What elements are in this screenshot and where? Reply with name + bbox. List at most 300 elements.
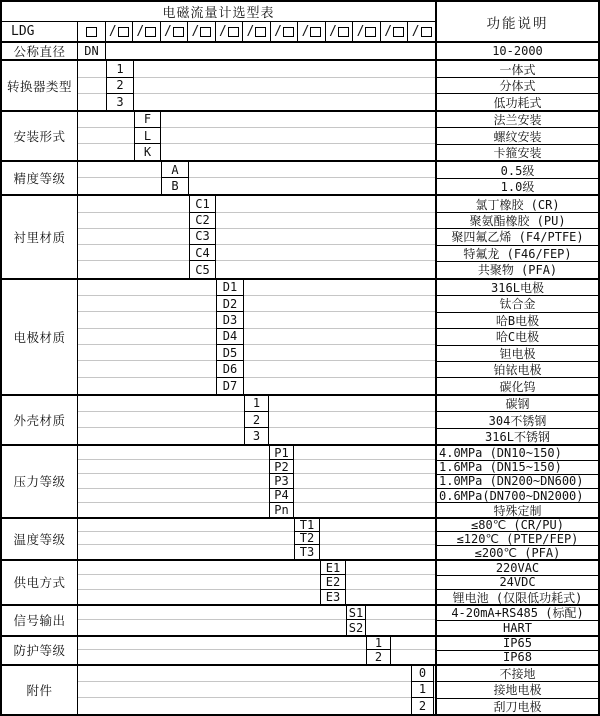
description-column bbox=[435, 280, 598, 394]
option-description: 碳化钨 bbox=[499, 379, 536, 394]
option-code: T1 bbox=[294, 519, 320, 532]
description-column bbox=[435, 396, 598, 444]
option-code: 2 bbox=[411, 698, 434, 714]
option-row bbox=[78, 446, 435, 460]
selection-block bbox=[2, 635, 598, 664]
left-spacer bbox=[78, 396, 244, 412]
model-prefix: LDG bbox=[2, 22, 78, 41]
code-staircase-area bbox=[78, 396, 435, 444]
option-description: 4.0MPa (DN10~150) bbox=[437, 446, 598, 460]
option-code: D1 bbox=[216, 280, 244, 296]
left-spacer bbox=[78, 61, 106, 77]
option-code: 2 bbox=[244, 412, 269, 428]
right-spacer bbox=[244, 280, 435, 296]
category-label: 外壳材质 bbox=[2, 396, 78, 444]
left-spacer bbox=[78, 682, 411, 698]
right-spacer bbox=[391, 637, 435, 650]
model-code-cell bbox=[270, 22, 298, 41]
option-description: 锂电池 (仅限低功耗式) bbox=[452, 590, 583, 604]
code-staircase-area bbox=[78, 561, 435, 604]
option-row bbox=[78, 144, 435, 160]
option-description: 分体式 bbox=[437, 78, 598, 94]
category-label: 转换器类型 bbox=[2, 61, 78, 109]
left-spacer bbox=[78, 78, 106, 94]
function-column-header: 功能说明 bbox=[435, 2, 598, 41]
code-placeholder-box-icon bbox=[338, 27, 349, 37]
code-placeholder-box-icon bbox=[86, 27, 97, 37]
option-code: 0 bbox=[411, 666, 434, 682]
code-placeholder-box-icon bbox=[228, 27, 239, 37]
option-row bbox=[78, 561, 435, 575]
left-spacer bbox=[78, 460, 269, 474]
category-label: 信号输出 bbox=[2, 606, 78, 635]
right-spacer bbox=[216, 261, 435, 277]
model-code-cell bbox=[105, 22, 133, 41]
right-spacer bbox=[269, 396, 435, 412]
left-spacer bbox=[78, 446, 269, 460]
right-spacer bbox=[269, 412, 435, 428]
left-spacer bbox=[78, 162, 161, 178]
option-description: 低功耗式 bbox=[493, 95, 542, 110]
slash-separator: / bbox=[384, 24, 393, 39]
right-spacer bbox=[161, 144, 435, 160]
left-spacer bbox=[78, 280, 216, 296]
option-description: IP65 bbox=[437, 637, 598, 651]
option-code: K bbox=[134, 144, 161, 160]
right-spacer bbox=[244, 361, 435, 377]
option-row bbox=[78, 606, 435, 621]
option-description: 一体式 bbox=[437, 61, 598, 77]
right-spacer bbox=[294, 489, 435, 503]
right-spacer bbox=[216, 213, 435, 229]
code-placeholder-box-icon bbox=[173, 27, 184, 37]
option-row bbox=[78, 361, 435, 377]
right-spacer bbox=[134, 78, 435, 94]
option-code: T3 bbox=[294, 545, 320, 558]
code-staircase-area bbox=[78, 446, 435, 516]
option-row bbox=[78, 312, 435, 328]
option-code: 3 bbox=[244, 428, 269, 444]
left-spacer bbox=[78, 378, 216, 394]
option-code: S2 bbox=[346, 620, 366, 635]
code-placeholder-box-icon bbox=[421, 27, 432, 37]
left-spacer bbox=[78, 666, 411, 682]
right-spacer bbox=[189, 178, 435, 194]
left-spacer bbox=[78, 575, 320, 589]
left-spacer bbox=[78, 590, 320, 604]
left-spacer bbox=[78, 561, 320, 575]
option-description: 钛合金 bbox=[437, 296, 598, 312]
slash-separator: / bbox=[246, 24, 255, 39]
right-spacer bbox=[366, 606, 435, 621]
option-code: 3 bbox=[106, 94, 134, 110]
code-staircase-area bbox=[78, 280, 435, 394]
option-code: C2 bbox=[189, 213, 216, 229]
slash-separator: / bbox=[329, 24, 337, 39]
category-label: 温度等级 bbox=[2, 519, 78, 559]
left-spacer bbox=[78, 474, 269, 488]
slash-separator: / bbox=[274, 24, 282, 39]
left-spacer bbox=[78, 412, 244, 428]
page-title: 电磁流量计选型表 bbox=[2, 2, 435, 22]
code-placeholder-box-icon bbox=[145, 27, 156, 37]
code-staircase-area bbox=[78, 112, 435, 160]
description-column bbox=[435, 112, 598, 160]
option-code: DN bbox=[78, 43, 106, 59]
left-spacer bbox=[78, 361, 216, 377]
option-row bbox=[78, 575, 435, 589]
category-label: 附件 bbox=[2, 666, 78, 714]
right-spacer bbox=[216, 229, 435, 245]
right-spacer bbox=[244, 296, 435, 312]
option-row bbox=[78, 590, 435, 604]
option-row bbox=[78, 162, 435, 178]
option-code: L bbox=[134, 128, 161, 144]
option-description: 24VDC bbox=[437, 576, 598, 591]
option-description: 316L电极 bbox=[437, 280, 598, 296]
left-spacer bbox=[78, 698, 411, 714]
option-description: 氯丁橡胶 (CR) bbox=[437, 196, 598, 212]
option-code: C1 bbox=[189, 196, 216, 212]
right-spacer bbox=[320, 532, 435, 545]
option-row bbox=[78, 637, 435, 650]
option-row bbox=[78, 280, 435, 296]
option-code: 1 bbox=[366, 637, 391, 650]
left-spacer bbox=[78, 345, 216, 361]
option-code: E2 bbox=[320, 575, 346, 589]
option-description: 刮刀电极 bbox=[493, 699, 542, 714]
right-spacer bbox=[269, 428, 435, 444]
selection-block bbox=[2, 59, 598, 109]
code-staircase-area bbox=[78, 61, 435, 109]
option-row bbox=[78, 489, 435, 503]
option-row bbox=[78, 112, 435, 128]
description-column bbox=[435, 162, 598, 194]
description-column bbox=[435, 196, 598, 277]
right-spacer bbox=[346, 575, 435, 589]
option-row bbox=[78, 519, 435, 532]
code-staircase-area bbox=[78, 519, 435, 559]
option-description: 220VAC bbox=[437, 561, 598, 576]
selection-block bbox=[2, 110, 598, 160]
left-spacer bbox=[78, 503, 269, 517]
right-spacer bbox=[320, 545, 435, 558]
right-spacer bbox=[366, 620, 435, 635]
model-code-cell bbox=[325, 22, 353, 41]
option-description: 4-20mA+RS485 (标配) bbox=[437, 606, 598, 621]
option-row bbox=[78, 345, 435, 361]
option-code: E3 bbox=[320, 590, 346, 604]
option-code: F bbox=[134, 112, 161, 128]
category-label: 精度等级 bbox=[2, 162, 78, 194]
slash-separator: / bbox=[108, 24, 117, 39]
description-column bbox=[435, 637, 598, 664]
option-description: 0.6MPa(DN700~DN2000) bbox=[437, 489, 598, 503]
option-description: 哈C电极 bbox=[437, 329, 598, 345]
option-description: 共聚物 (PFA) bbox=[477, 263, 558, 278]
description-column bbox=[435, 666, 598, 714]
option-code: D4 bbox=[216, 329, 244, 345]
option-code: A bbox=[161, 162, 189, 178]
code-staircase-area bbox=[78, 606, 435, 635]
category-label: 供电方式 bbox=[2, 561, 78, 604]
selection-block bbox=[2, 160, 598, 194]
option-row bbox=[78, 503, 435, 517]
option-row bbox=[78, 43, 435, 59]
model-code-row bbox=[2, 22, 435, 41]
model-code-cell bbox=[297, 22, 325, 41]
category-label: 电极材质 bbox=[2, 280, 78, 394]
left-spacer bbox=[78, 245, 189, 261]
option-code: D6 bbox=[216, 361, 244, 377]
option-row bbox=[78, 196, 435, 212]
model-code-cell bbox=[242, 22, 270, 41]
option-row bbox=[78, 128, 435, 144]
left-spacer bbox=[78, 489, 269, 503]
option-code: 2 bbox=[106, 78, 134, 94]
option-description: 碳钢 bbox=[437, 396, 598, 412]
left-spacer bbox=[78, 606, 346, 621]
right-spacer bbox=[244, 345, 435, 361]
option-row bbox=[78, 396, 435, 412]
option-code: C3 bbox=[189, 229, 216, 245]
code-placeholder-box-icon bbox=[393, 27, 404, 37]
option-row bbox=[78, 666, 435, 682]
option-description: 316L不锈钢 bbox=[485, 430, 550, 445]
option-row bbox=[78, 329, 435, 345]
code-staircase-area bbox=[78, 637, 435, 664]
description-column bbox=[435, 446, 598, 516]
option-description: 0.5级 bbox=[437, 162, 598, 179]
left-spacer bbox=[78, 178, 161, 194]
option-row bbox=[78, 261, 435, 277]
right-spacer bbox=[134, 61, 435, 77]
selection-block bbox=[2, 43, 598, 59]
option-code: P4 bbox=[269, 489, 294, 503]
option-row bbox=[78, 78, 435, 94]
option-description: 哈B电极 bbox=[437, 313, 598, 329]
left-spacer bbox=[78, 650, 366, 663]
option-row bbox=[78, 94, 435, 110]
option-description: 接地电极 bbox=[437, 682, 598, 698]
option-code: D2 bbox=[216, 296, 244, 312]
option-row bbox=[78, 378, 435, 394]
description-column bbox=[435, 519, 598, 559]
left-spacer bbox=[78, 261, 189, 277]
option-description: 304不锈钢 bbox=[437, 412, 598, 428]
code-staircase-area bbox=[78, 666, 435, 714]
code-placeholder-box-icon bbox=[310, 27, 321, 37]
description-column bbox=[435, 43, 598, 59]
code-placeholder-box-icon bbox=[255, 27, 266, 37]
model-code-cell bbox=[407, 22, 435, 41]
selection-block bbox=[2, 444, 598, 516]
left-spacer bbox=[78, 519, 294, 532]
option-description: 特氟龙 (F46/FEP) bbox=[437, 246, 598, 262]
category-label: 安装形式 bbox=[2, 112, 78, 160]
option-row bbox=[78, 213, 435, 229]
option-description: ≤200℃ (PFA) bbox=[474, 546, 561, 559]
option-row bbox=[78, 474, 435, 488]
left-spacer bbox=[78, 620, 346, 635]
slash-separator: / bbox=[191, 24, 200, 39]
option-description: 1.0MPa (DN200~DN600) bbox=[437, 475, 598, 489]
code-placeholder-box-icon bbox=[118, 27, 129, 37]
option-description: 螺纹安装 bbox=[437, 128, 598, 144]
right-spacer bbox=[320, 519, 435, 532]
option-code: T2 bbox=[294, 532, 320, 545]
left-spacer bbox=[78, 229, 189, 245]
option-description: 聚氨酯橡胶 (PU) bbox=[437, 213, 598, 229]
right-spacer bbox=[294, 474, 435, 488]
model-code-cell bbox=[132, 22, 160, 41]
option-description: HART bbox=[503, 621, 532, 636]
option-row bbox=[78, 178, 435, 194]
option-code: C5 bbox=[189, 261, 216, 277]
description-column bbox=[435, 561, 598, 604]
option-code: 1 bbox=[106, 61, 134, 77]
left-spacer bbox=[78, 296, 216, 312]
option-description: ≤80℃ (CR/PU) bbox=[437, 519, 598, 533]
right-spacer bbox=[244, 329, 435, 345]
option-row bbox=[78, 245, 435, 261]
option-description: 铂铱电极 bbox=[437, 362, 598, 378]
slash-separator: / bbox=[301, 24, 310, 39]
left-spacer bbox=[78, 637, 366, 650]
option-description: 不接地 bbox=[437, 666, 598, 682]
header-left bbox=[2, 2, 435, 41]
right-spacer bbox=[244, 312, 435, 328]
option-row bbox=[78, 61, 435, 77]
slash-separator: / bbox=[219, 24, 227, 39]
right-spacer bbox=[294, 446, 435, 460]
option-code: B bbox=[161, 178, 189, 194]
option-description: 聚四氟乙烯 (F4/PTFE) bbox=[437, 229, 598, 245]
right-spacer bbox=[134, 94, 435, 110]
selection-block bbox=[2, 604, 598, 635]
category-label: 公称直径 bbox=[2, 43, 78, 59]
slash-separator: / bbox=[411, 24, 420, 39]
option-description: 1.6MPa (DN15~150) bbox=[437, 461, 598, 475]
option-code: D5 bbox=[216, 345, 244, 361]
left-spacer bbox=[78, 112, 134, 128]
option-row bbox=[78, 532, 435, 545]
option-row bbox=[78, 412, 435, 428]
option-description: 特殊定制 bbox=[493, 503, 542, 517]
selection-block bbox=[2, 664, 598, 714]
option-row bbox=[78, 620, 435, 635]
option-code: D7 bbox=[216, 378, 244, 394]
option-row bbox=[78, 460, 435, 474]
right-spacer bbox=[244, 378, 435, 394]
left-spacer bbox=[78, 532, 294, 545]
right-spacer bbox=[391, 650, 435, 663]
option-code: E1 bbox=[320, 561, 346, 575]
table-header bbox=[2, 2, 598, 43]
model-code-cell bbox=[160, 22, 188, 41]
slash-separator: / bbox=[136, 24, 145, 39]
right-spacer bbox=[216, 196, 435, 212]
option-description: 10-2000 bbox=[492, 44, 543, 59]
left-spacer bbox=[78, 428, 244, 444]
left-spacer bbox=[78, 545, 294, 558]
description-column bbox=[435, 61, 598, 109]
right-spacer bbox=[161, 128, 435, 144]
model-code-cell bbox=[352, 22, 380, 41]
option-row bbox=[78, 296, 435, 312]
option-row bbox=[78, 428, 435, 444]
left-spacer bbox=[78, 128, 134, 144]
left-spacer bbox=[78, 94, 106, 110]
category-label: 防护等级 bbox=[2, 637, 78, 664]
code-staircase-area bbox=[78, 43, 435, 59]
option-description: 钽电极 bbox=[437, 346, 598, 362]
option-row bbox=[78, 682, 435, 698]
right-spacer bbox=[189, 162, 435, 178]
model-code-cell bbox=[78, 22, 105, 41]
option-code: P2 bbox=[269, 460, 294, 474]
code-placeholder-box-icon bbox=[283, 27, 294, 37]
model-code-cell bbox=[187, 22, 215, 41]
slash-separator: / bbox=[356, 24, 365, 39]
option-row bbox=[78, 650, 435, 663]
option-code: P1 bbox=[269, 446, 294, 460]
option-code: C4 bbox=[189, 245, 216, 261]
right-spacer bbox=[294, 460, 435, 474]
left-spacer bbox=[78, 144, 134, 160]
description-column bbox=[435, 606, 598, 635]
right-spacer bbox=[216, 245, 435, 261]
left-spacer bbox=[78, 312, 216, 328]
option-description: ≤120℃ (PTEP/FEP) bbox=[437, 532, 598, 546]
code-staircase-area bbox=[78, 162, 435, 194]
option-description: 1.0级 bbox=[500, 180, 535, 195]
left-spacer bbox=[78, 329, 216, 345]
right-spacer bbox=[294, 503, 435, 517]
selection-block bbox=[2, 194, 598, 277]
code-placeholder-box-icon bbox=[200, 27, 211, 37]
option-row bbox=[78, 229, 435, 245]
option-code: D3 bbox=[216, 312, 244, 328]
right-spacer bbox=[106, 43, 435, 59]
selection-block bbox=[2, 278, 598, 394]
option-description: 法兰安装 bbox=[437, 112, 598, 128]
option-code: 1 bbox=[244, 396, 269, 412]
code-placeholder-box-icon bbox=[365, 27, 376, 37]
left-spacer bbox=[78, 213, 189, 229]
option-row bbox=[78, 545, 435, 558]
option-code: 2 bbox=[366, 650, 391, 663]
model-code-cell bbox=[215, 22, 243, 41]
selection-block bbox=[2, 559, 598, 604]
selection-block bbox=[2, 394, 598, 444]
right-spacer bbox=[346, 561, 435, 575]
selection-block bbox=[2, 517, 598, 559]
option-code: 1 bbox=[411, 682, 434, 698]
option-code: Pn bbox=[269, 503, 294, 517]
right-spacer bbox=[346, 590, 435, 604]
model-code-cell bbox=[380, 22, 408, 41]
option-code: P3 bbox=[269, 474, 294, 488]
right-spacer bbox=[161, 112, 435, 128]
option-description: 卡箍安装 bbox=[493, 146, 542, 161]
option-row bbox=[78, 698, 435, 714]
option-description: IP68 bbox=[503, 650, 532, 664]
category-label: 压力等级 bbox=[2, 446, 78, 516]
code-staircase-area bbox=[78, 196, 435, 277]
slash-separator: / bbox=[163, 24, 172, 39]
left-spacer bbox=[78, 196, 189, 212]
